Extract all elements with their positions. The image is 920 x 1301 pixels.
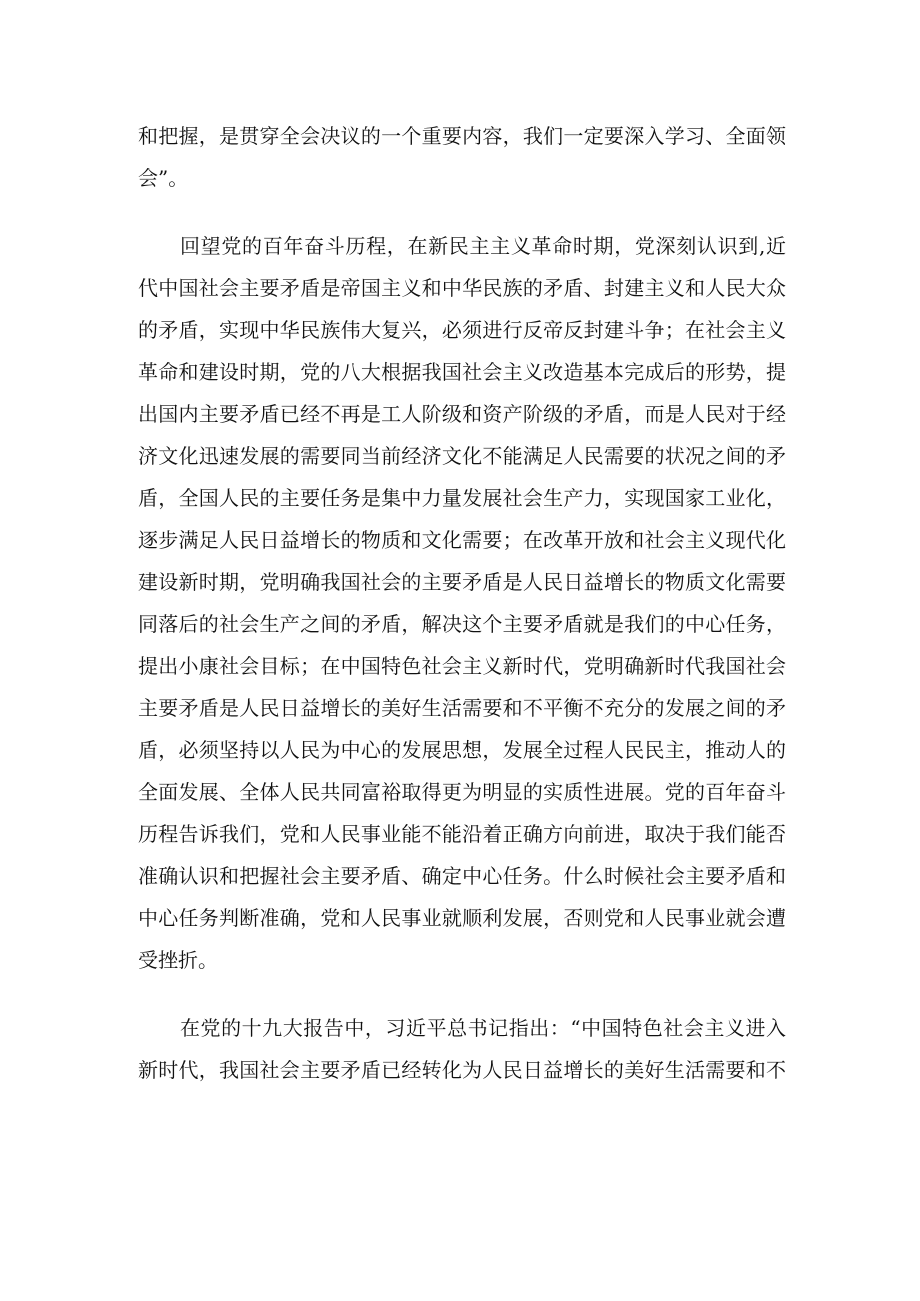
text-line: 新时代，我国社会主要矛盾已经转化为人民日益增长的美好生活需要和不: [138, 1058, 786, 1082]
text-line: 主要矛盾是人民日益增长的美好生活需要和不平衡不充分的发展之间的矛: [138, 696, 786, 720]
text-line: 建设新时期，党明确我国社会的主要矛盾是人民日益增长的物质文化需要: [138, 570, 786, 594]
text-line: 准确认识和把握社会主要矛盾、确定中心任务。什么时候社会主要矛盾和: [138, 864, 786, 888]
text-line: 代中国社会主要矛盾是帝国主义和中华民族的矛盾、封建主义和人民大众: [138, 276, 786, 300]
text-line: 的矛盾，实现中华民族伟大复兴，必须进行反帝反封建斗争；在社会主义: [138, 318, 786, 342]
text-line: 受挫折。: [138, 948, 218, 972]
body-text: [138, 115, 786, 1091]
text-line: 盾，全国人民的主要任务是集中力量发展社会生产力，实现国家工业化，: [138, 486, 786, 510]
paragraph-3: [138, 1007, 786, 1091]
text-line: 出国内主要矛盾已经不再是工人阶级和资产阶级的矛盾，而是人民对于经: [138, 402, 786, 426]
text-line: 和把握，是贯穿全会决议的一个重要内容，我们一定要深入学习、全面领: [138, 124, 786, 148]
text-line: 中心任务判断准确，党和人民事业就顺利发展，否则党和人民事业就会遭: [138, 906, 786, 930]
text-line: 全面发展、全体人民共同富裕取得更为明显的实质性进展。党的百年奋斗: [138, 780, 786, 804]
text-line: 盾，必须坚持以人民为中心的发展思想，发展全过程人民民主，推动人的: [138, 738, 786, 762]
text-line: 历程告诉我们，党和人民事业能不能沿着正确方向前进，取决于我们能否: [138, 822, 786, 846]
text-line: 提出小康社会目标；在中国特色社会主义新时代，党明确新时代我国社会: [138, 654, 786, 678]
paragraph-2: [138, 225, 786, 981]
text-line: 济文化迅速发展的需要同当前经济文化不能满足人民需要的状况之间的矛: [138, 444, 786, 468]
paragraph-1: [138, 115, 786, 199]
text-line: 革命和建设时期，党的八大根据我国社会主义改造基本完成后的形势，提: [138, 360, 786, 384]
text-line: 同落后的社会生产之间的矛盾，解决这个主要矛盾就是我们的中心任务，: [138, 612, 786, 636]
text-line: 逐步满足人民日益增长的物质和文化需要；在改革开放和社会主义现代化: [138, 528, 786, 552]
text-line: 在党的十九大报告中，习近平总书记指出：“中国特色社会主义进入: [180, 1016, 786, 1040]
text-line: 会”。: [138, 166, 189, 190]
text-line: 回望党的百年奋斗历程，在新民主主义革命时期，党深刻认识到,近: [180, 234, 786, 258]
